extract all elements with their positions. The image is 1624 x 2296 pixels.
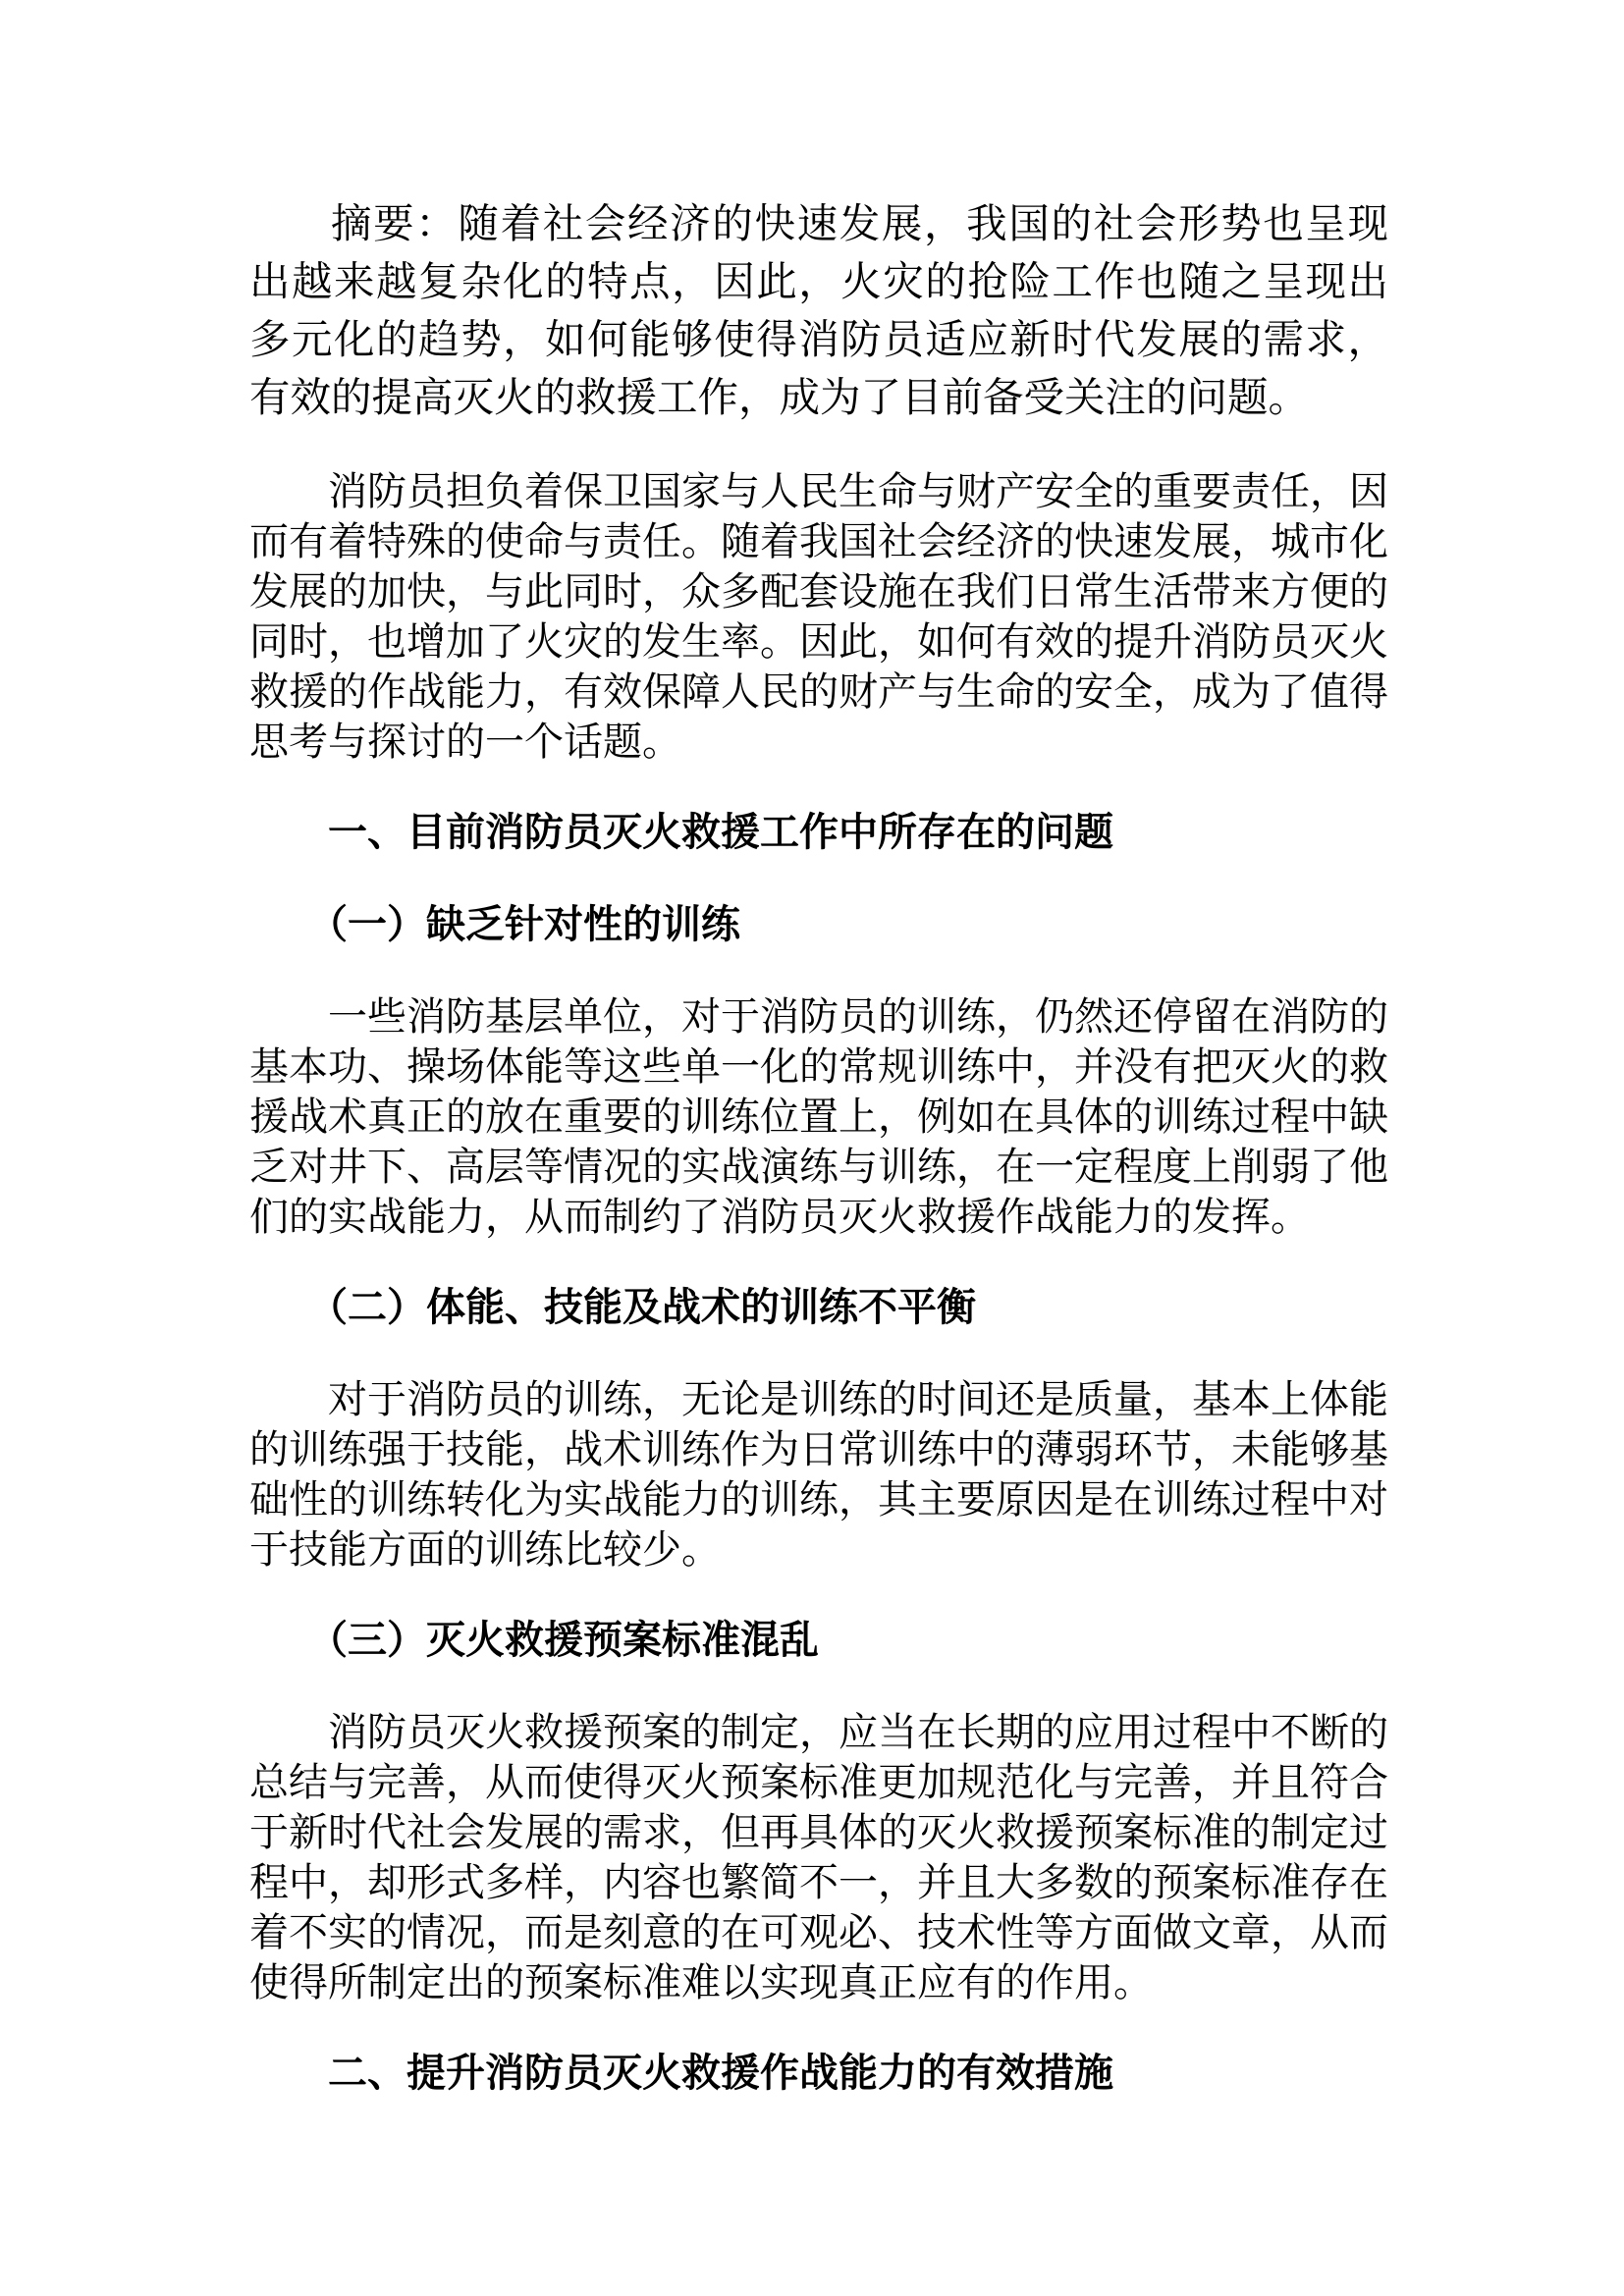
subsection-1-paragraph: 一些消防基层单位，对于消防员的训练，仍然还停留在消防的基本功、操场体能等这些单一化的常规训练中，并没有把灭火的救援战术真正的放在重要的训练位置上，例如在具体的训练过程中缺乏对井下、高层等情况的实战演练与训练，在一定程度上削弱了他们的实战能力，从而制约了消防员灭火救援作战能力的发挥。	[249, 994, 1388, 1240]
subsection-3-heading: （三）灭火救援预案标准混乱	[308, 1618, 819, 1663]
subsection-2-paragraph: 对于消防员的训练，无论是训练的时间还是质量，基本上体能的训练强于技能，战术训练作为日常训练中的薄弱环节，未能够基础性的训练转化为实战能力的训练，其主要原因是在训练过程中对于技能方面的训练比较少。	[249, 1377, 1388, 1573]
abstract-paragraph: 摘要：随着社会经济的快速发展，我国的社会形势也呈现出越来越复杂化的特点，因此，火灾的抢险工作也随之呈现出多元化的趋势，如何能够使得消防员适应新时代发展的需求，有效的提高灭火的救援工作，成为了目前备受关注的问题。	[249, 199, 1388, 421]
subsection-3-paragraph: 消防员灭火救援预案的制定，应当在长期的应用过程中不断的总结与完善，从而使得灭火预案标准更加规范化与完善，并且符合于新时代社会发展的需求，但再具体的灭火救援预案标准的制定过程中，却形式多样，内容也繁简不一，并且大多数的预案标准存在着不实的情况，而是刻意的在可观必、技术性等方面做文章，从而使得所制定出的预案标准难以实现真正应有的作用。	[249, 1710, 1388, 2005]
section-1-heading: 一、目前消防员灭火救援工作中所存在的问题	[328, 810, 1113, 855]
intro-paragraph: 消防员担负着保卫国家与人民生命与财产安全的重要责任，因而有着特殊的使命与责任。随着我国社会经济的快速发展，城市化发展的加快，与此同时，众多配套设施在我们日常生活带来方便的同时，也增加了火灾的发生率。因此，如何有效的提升消防员灭火救援的作战能力，有效保障人民的财产与生命的安全，成为了值得思考与探讨的一个话题。	[249, 469, 1388, 765]
subsection-1-heading: （一）缺乏针对性的训练	[308, 902, 740, 947]
section-2-heading: 二、提升消防员灭火救援作战能力的有效措施	[328, 2051, 1113, 2096]
document-page	[249, 194, 1388, 2099]
subsection-2-heading: （二）体能、技能及战术的训练不平衡	[308, 1285, 976, 1330]
